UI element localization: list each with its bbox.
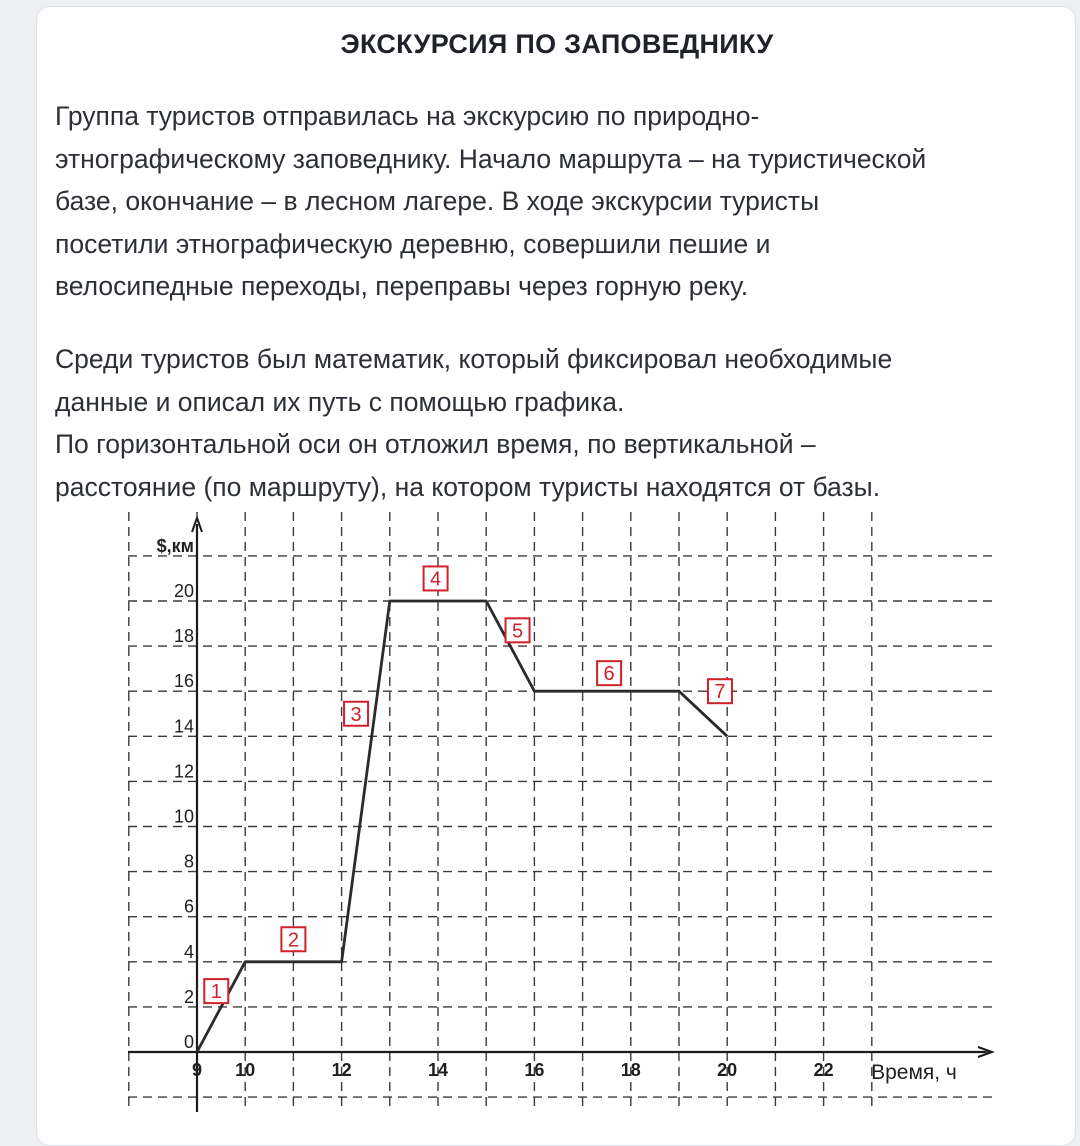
x-tick-label: 22 — [813, 1060, 834, 1080]
grid-lines — [128, 512, 995, 1112]
y-tick-label: 20 — [173, 581, 194, 601]
x-tick-label: 10 — [235, 1060, 256, 1080]
x-tick-label: 20 — [717, 1060, 738, 1080]
y-tick-label: 6 — [183, 896, 194, 917]
segment-label-4 — [424, 566, 448, 590]
text-line: велосипедные переходы, переправы через горную реку. — [55, 271, 749, 301]
text-line: этнографическому заповеднику. Начало маршрута – на туристической — [55, 143, 927, 174]
x-tick-label: 9 — [191, 1060, 203, 1080]
y-tick-label: 18 — [173, 626, 194, 647]
page-title: ЭКСКУРСИЯ ПО ЗАПОВЕДНИКУ — [340, 29, 774, 59]
segment-label-2 — [281, 927, 305, 951]
y-tick-label: 0 — [183, 1032, 194, 1052]
text-line: базе, окончание – в лесном лагере. В ходе экскурсии туристы — [55, 186, 820, 216]
x-tick-label: 12 — [331, 1060, 352, 1080]
y-tick-label: 4 — [183, 941, 194, 962]
text-line: данные и описал их путь с помощью графика. — [55, 386, 625, 417]
segment-label-number: 2 — [287, 929, 299, 952]
text-line: Среди туристов был математик, который фиксировал необходимые — [55, 344, 893, 374]
segment-label-number: 5 — [511, 620, 524, 643]
y-tick-label: 10 — [173, 806, 194, 827]
segment-label-1 — [204, 979, 228, 1003]
text-line: расстояние (по маршруту), на котором туристы находятся от базы. — [55, 471, 881, 502]
segment-label-7 — [708, 679, 732, 703]
y-tick-label: 12 — [173, 761, 194, 782]
x-tick-label: 14 — [427, 1060, 449, 1080]
y-tick-label: 14 — [173, 716, 194, 737]
segment-label-number: 3 — [350, 703, 362, 726]
x-axis-label: Время, ч — [871, 1061, 957, 1084]
segment-label-number: 1 — [210, 981, 222, 1004]
segment-label-5 — [506, 618, 530, 642]
segment-label-number: 7 — [714, 681, 726, 704]
text-line: По горизонтальной оси он отложил время, по вертикальной – — [55, 429, 816, 459]
x-tick-label: 18 — [620, 1060, 641, 1080]
x-tick-label: 16 — [524, 1060, 545, 1080]
segment-label-6 — [597, 661, 621, 685]
text-line: посетили этнографическую деревню, совершили пешие и — [55, 228, 771, 259]
y-axis-label: $,км — [156, 536, 194, 556]
segment-label-number: 6 — [603, 663, 615, 686]
y-tick-label: 16 — [173, 671, 194, 692]
segment-label-3 — [344, 702, 368, 726]
y-tick-label: 2 — [183, 986, 194, 1007]
text-line: Группа туристов отправилась на экскурсию по природно- — [55, 101, 760, 131]
y-tick-label: 8 — [183, 851, 194, 872]
segment-label-number: 4 — [430, 568, 442, 591]
